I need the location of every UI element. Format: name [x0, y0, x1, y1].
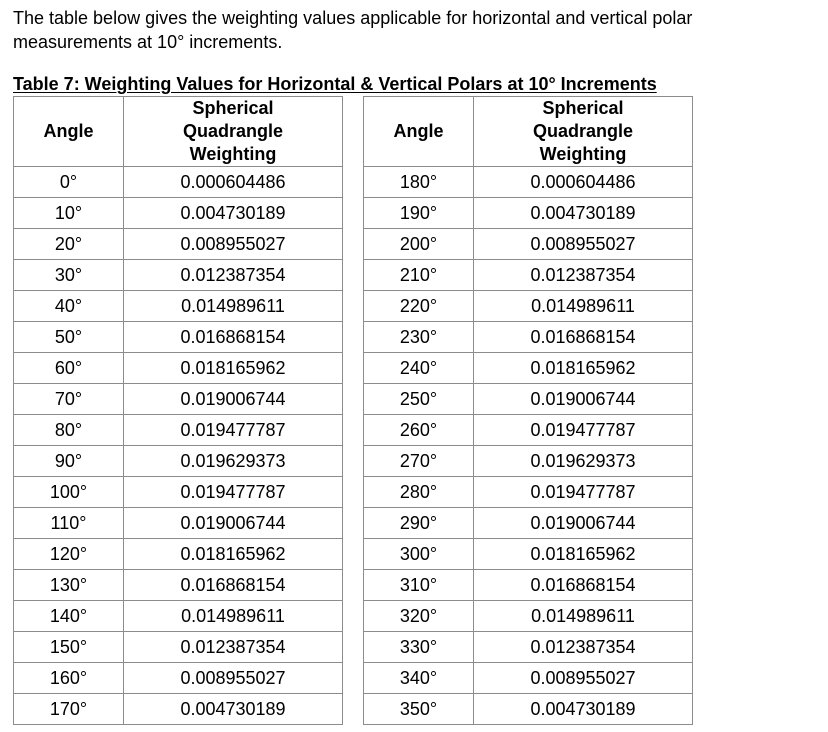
angle-cell: 340° — [364, 663, 474, 694]
table-row — [364, 663, 693, 694]
table-body-left — [14, 167, 343, 725]
table-row — [14, 167, 343, 198]
table-row — [14, 291, 343, 322]
table-row — [364, 322, 693, 353]
angle-cell: 270° — [364, 446, 474, 477]
weighting-cell: 0.018165962 — [474, 539, 693, 570]
weighting-header-line: Quadrangle — [532, 121, 634, 141]
weighting-cell: 0.018165962 — [474, 353, 693, 384]
weighting-cell: 0.012387354 — [474, 260, 693, 291]
angle-cell: 350° — [364, 694, 474, 725]
table-header-row — [14, 97, 343, 167]
weighting-column-header — [474, 97, 693, 167]
weighting-cell: 0.008955027 — [124, 663, 343, 694]
table-row — [14, 694, 343, 725]
weighting-header-line: Quadrangle — [182, 121, 284, 141]
weighting-cell: 0.019477787 — [474, 477, 693, 508]
angle-cell: 330° — [364, 632, 474, 663]
angle-cell: 230° — [364, 322, 474, 353]
angle-column-header: Angle — [364, 97, 474, 167]
table-row — [364, 632, 693, 663]
table-row — [364, 167, 693, 198]
weighting-cell: 0.014989611 — [124, 601, 343, 632]
table-row — [364, 384, 693, 415]
table-row — [364, 198, 693, 229]
angle-cell: 70° — [14, 384, 124, 415]
weighting-cell: 0.016868154 — [124, 570, 343, 601]
angle-cell: 30° — [14, 260, 124, 291]
table-row — [14, 663, 343, 694]
angle-cell: 80° — [14, 415, 124, 446]
angle-cell: 40° — [14, 291, 124, 322]
weighting-cell: 0.016868154 — [124, 322, 343, 353]
table-row — [364, 694, 693, 725]
weighting-cell: 0.000604486 — [474, 167, 693, 198]
angle-cell: 130° — [14, 570, 124, 601]
table-row — [14, 322, 343, 353]
table-body-right — [364, 167, 693, 725]
weighting-cell: 0.019477787 — [474, 415, 693, 446]
table-caption: Table 7: Weighting Values for Horizontal & Vertical Polars at 10° Increments — [13, 74, 657, 94]
weighting-cell: 0.019477787 — [124, 477, 343, 508]
angle-cell: 60° — [14, 353, 124, 384]
weighting-cell: 0.004730189 — [474, 694, 693, 725]
table-row — [364, 570, 693, 601]
angle-cell: 170° — [14, 694, 124, 725]
angle-cell: 280° — [364, 477, 474, 508]
weighting-table-left — [13, 96, 343, 725]
weighting-cell: 0.019006744 — [474, 384, 693, 415]
weighting-cell: 0.008955027 — [474, 663, 693, 694]
weighting-cell: 0.012387354 — [124, 632, 343, 663]
weighting-cell: 0.012387354 — [474, 632, 693, 663]
weighting-cell: 0.000604486 — [124, 167, 343, 198]
angle-cell: 10° — [14, 198, 124, 229]
weighting-header-line: Weighting — [189, 144, 277, 164]
angle-cell: 20° — [14, 229, 124, 260]
weighting-table-right — [363, 96, 693, 725]
weighting-cell: 0.004730189 — [474, 198, 693, 229]
table-row — [14, 632, 343, 663]
angle-cell: 100° — [14, 477, 124, 508]
table-row — [14, 415, 343, 446]
angle-cell: 90° — [14, 446, 124, 477]
table-row — [364, 353, 693, 384]
angle-cell: 110° — [14, 508, 124, 539]
angle-cell: 0° — [14, 167, 124, 198]
weighting-header-line: Weighting — [539, 144, 627, 164]
table-row — [14, 384, 343, 415]
weighting-cell: 0.018165962 — [124, 353, 343, 384]
table-row — [14, 508, 343, 539]
angle-cell: 260° — [364, 415, 474, 446]
angle-cell: 250° — [364, 384, 474, 415]
weighting-header-line: Spherical — [192, 98, 274, 118]
weighting-cell: 0.004730189 — [124, 198, 343, 229]
weighting-cell: 0.014989611 — [474, 601, 693, 632]
table-row — [364, 601, 693, 632]
angle-column-header: Angle — [14, 97, 124, 167]
table-row — [14, 601, 343, 632]
angle-cell: 310° — [364, 570, 474, 601]
table-row — [14, 477, 343, 508]
weighting-cell: 0.012387354 — [124, 260, 343, 291]
angle-cell: 120° — [14, 539, 124, 570]
weighting-cell: 0.008955027 — [474, 229, 693, 260]
angle-cell: 200° — [364, 229, 474, 260]
angle-cell: 160° — [14, 663, 124, 694]
weighting-cell: 0.019006744 — [474, 508, 693, 539]
angle-cell: 150° — [14, 632, 124, 663]
weighting-cell: 0.008955027 — [124, 229, 343, 260]
table-row — [364, 291, 693, 322]
table-row — [14, 353, 343, 384]
intro-paragraph: The table below gives the weighting values applicable for horizontal and vertical polar measurements at 10° increments. — [13, 8, 693, 52]
table-row — [14, 260, 343, 291]
angle-cell: 140° — [14, 601, 124, 632]
weighting-cell: 0.019477787 — [124, 415, 343, 446]
angle-cell: 290° — [364, 508, 474, 539]
weighting-cell: 0.014989611 — [474, 291, 693, 322]
table-row — [14, 446, 343, 477]
table-row — [14, 198, 343, 229]
table-header-row — [364, 97, 693, 167]
weighting-cell: 0.019629373 — [124, 446, 343, 477]
weighting-cell: 0.004730189 — [124, 694, 343, 725]
weighting-header-line: Spherical — [542, 98, 624, 118]
weighting-cell: 0.014989611 — [124, 291, 343, 322]
table-row — [14, 539, 343, 570]
weighting-cell: 0.018165962 — [124, 539, 343, 570]
table-row — [364, 539, 693, 570]
table-row — [14, 229, 343, 260]
weighting-cell: 0.019629373 — [474, 446, 693, 477]
table-row — [364, 446, 693, 477]
angle-cell: 220° — [364, 291, 474, 322]
weighting-cell: 0.016868154 — [474, 322, 693, 353]
table-row — [364, 508, 693, 539]
weighting-cell: 0.019006744 — [124, 508, 343, 539]
angle-cell: 180° — [364, 167, 474, 198]
table-row — [364, 477, 693, 508]
table-row — [14, 570, 343, 601]
table-row — [364, 229, 693, 260]
angle-cell: 50° — [14, 322, 124, 353]
angle-cell: 300° — [364, 539, 474, 570]
angle-cell: 240° — [364, 353, 474, 384]
table-row — [364, 415, 693, 446]
weighting-cell: 0.016868154 — [474, 570, 693, 601]
angle-cell: 190° — [364, 198, 474, 229]
table-row — [364, 260, 693, 291]
weighting-cell: 0.019006744 — [124, 384, 343, 415]
angle-cell: 210° — [364, 260, 474, 291]
weighting-column-header — [124, 97, 343, 167]
angle-cell: 320° — [364, 601, 474, 632]
